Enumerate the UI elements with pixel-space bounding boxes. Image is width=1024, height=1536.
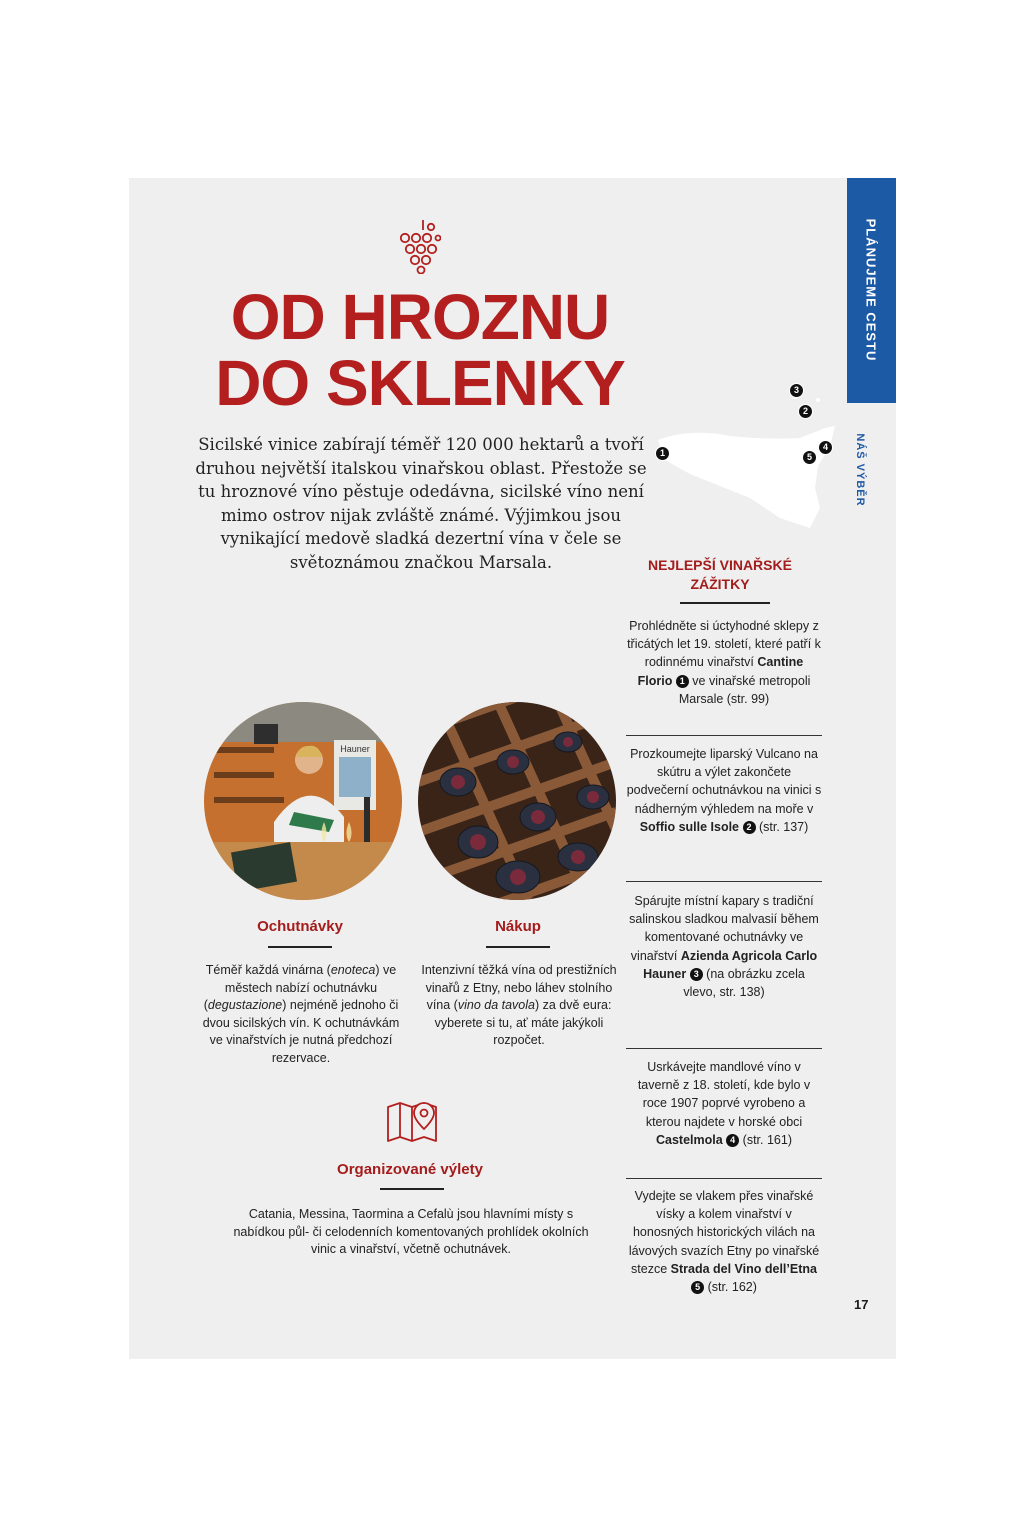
map-pin-icon xyxy=(386,1099,438,1145)
experience-item: Usrkávejte mandlové víno v taverně z 18. století, kde bylo v roce 1907 poprvé vyrobeno a kterou najdete v horské obci Castelmola 4 (str. 161) xyxy=(637,1060,811,1147)
experience-item: Vydejte se vlakem přes vinařské vísky a kolem vinařství v honosných historických vilách na lávových svazích Etny po vinařské stezce Strada del Vino dell’Etna 5 (str. 162) xyxy=(628,1189,820,1295)
tastings-rule xyxy=(268,946,332,948)
number-badge: 2 xyxy=(743,821,756,834)
experience-item: Prozkoumejte liparský Vulcano na skútru a výlet zakončete podvečerní ochutnávkou na vinici s nádherným výhledem na moře v Soffio sulle Isole 2 (str. 137) xyxy=(626,747,822,834)
wine-bottles-photo xyxy=(418,702,616,900)
intro-paragraph: Sicilské vinice zabírají téměř 120 000 hektarů a tvoří druhou největší italskou vinařskou oblast. Přestože se tu hroznové víno pěstuje odedávna, sicilské víno není mimo ostrov nijak zvláště známé. Výjimkou jsou vynikající medově sladká dezertní vína v čele se světoznámou značkou Marsala. xyxy=(195,435,647,572)
experience-item: Prohlédněte si úctyhodné sklepy z třicátých let 19. století, které patří k rodinnému vinařství Cantine Florio 1 ve vinařské metropoli Marsale (str. 99) xyxy=(627,619,821,706)
number-badge: 4 xyxy=(726,1134,739,1147)
section-tab-label: PLÁNUJEME CESTU xyxy=(863,218,879,362)
sign-text: Hauner xyxy=(340,744,370,754)
experience-item: Spárujte místní kapary s tradiční salinskou sladkou malvasií během komentované ochutnávky ve vinařství Azienda Agricola Carlo Hauner 3 (na obrázku zcela vlevo, str. 138) xyxy=(629,894,819,1000)
item-divider xyxy=(626,1048,822,1049)
number-badge: 1 xyxy=(676,675,689,688)
number-badge: 5 xyxy=(691,1281,704,1294)
sicily-map xyxy=(650,378,850,548)
map-marker-1: 1 xyxy=(655,446,670,461)
item-divider xyxy=(626,881,822,882)
grape-icon xyxy=(397,218,441,274)
sicily-shape xyxy=(658,426,835,528)
tastings-heading: Ochutnávky xyxy=(257,918,343,935)
shopping-text: Intenzivní těžká vína od prestižních vinařů z Etny, nebo láhev stolního vína (vino da tavola) za dvě eura: vyberete si tu, ať máte jakýkoli rozpočet. xyxy=(421,963,617,1047)
island xyxy=(816,398,820,402)
best-experiences-heading: NEJLEPŠÍ VINAŘSKÉ ZÁŽITKY xyxy=(648,557,792,592)
page-number: 17 xyxy=(854,1297,869,1312)
shopping-rule xyxy=(486,946,550,948)
trips-text: Catania, Messina, Taormina a Cefalù jsou hlavními místy s nabídkou půl- či celodenních komentovaných prohlídek okolních vinic a vinařství, včetně ochutnávek. xyxy=(233,1207,589,1256)
best-heading-rule xyxy=(680,602,770,604)
shopping-heading: Nákup xyxy=(495,918,541,935)
item-divider xyxy=(626,735,822,736)
page-title xyxy=(130,281,710,419)
trips-heading: Organizované výlety xyxy=(337,1161,483,1178)
title-line-2: DO SKLENKY xyxy=(215,347,625,419)
item-divider xyxy=(626,1178,822,1179)
section-sub-label: NÁŠ VÝBĚR xyxy=(854,433,866,507)
number-badge: 3 xyxy=(690,968,703,981)
map-marker-5: 5 xyxy=(802,450,817,465)
tastings-text: Téměř každá vinárna (enoteca) ve městech nabízí ochutnávku (degustazione) nejméně jednoho či dvou sicilských vín. K ochutnávkám ve vinařstvích je nutná předchozí rezervace. xyxy=(202,963,400,1065)
trips-rule xyxy=(380,1188,444,1190)
map-marker-3: 3 xyxy=(789,383,804,398)
wine-tasting-photo xyxy=(204,702,402,900)
title-line-1: OD HROZNU xyxy=(230,281,610,353)
map-marker-2: 2 xyxy=(798,404,813,419)
map-marker-4: 4 xyxy=(818,440,833,455)
